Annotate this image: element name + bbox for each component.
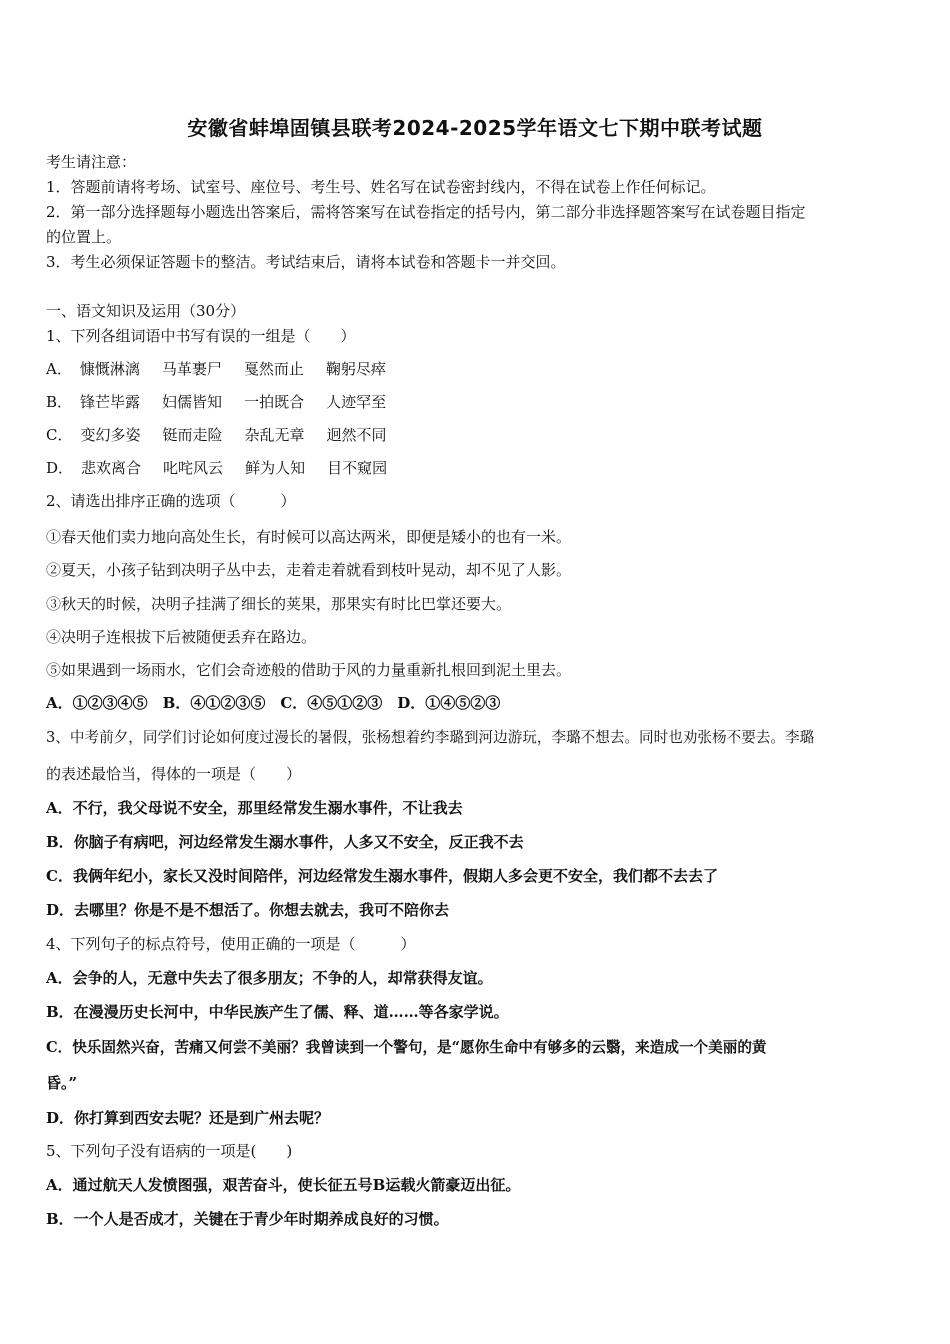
q1-option-c: C． 变幻多姿 铤而走险 杂乱无章 迥然不同 [46,426,387,444]
exam-title: 安徽省蚌埠固镇县联考2024-2025学年语文七下期中联考试题 [187,116,763,140]
q3-option-a: A．不行，我父母说不安全，那里经常发生溺水事件，不让我去 [46,799,463,817]
q2-sentence-4: ④决明子连根拔下后被随便丢弃在路边。 [46,628,317,646]
notice-item-2-cont: 的位置上。 [46,228,122,246]
q4-option-b: B．在漫漫历史长河中，中华民族产生了儒、释、道……等各家学说。 [46,1003,509,1021]
notice-heading: 考生请注意： [46,153,137,171]
q5-option-b: B．一个人是否成才，关键在于青少年时期养成良好的习惯。 [46,1210,449,1228]
q4-stem: 4、下列句子的标点符号，使用正确的一项是（ ） [46,935,416,953]
notice-item-1: 1．答题前请将考场、试室号、座位号、考生号、姓名写在试卷密封线内，不得在试卷上作任何标记。 [46,178,716,196]
q3-option-d: D．去哪里？你是不是不想活了。你想去就去，我可不陪你去 [46,901,450,919]
q5-option-a: A．通过航天人发愤图强，艰苦奋斗，使长征五号B运载火箭豪迈出征。 [46,1176,521,1194]
notice-item-2: 2．第一部分选择题每小题选出答案后，需将答案写在试卷指定的括号内，第二部分非选择题答案写在试卷题目指定 [46,203,806,221]
q2-sentence-1: ①春天他们卖力地向高处生长，有时候可以高达两米，即便是矮小的也有一米。 [46,528,572,546]
q2-sentence-2: ②夏天，小孩子钻到决明子丛中去，走着走着就看到枝叶晃动，却不见了人影。 [46,561,572,579]
q1-option-d: D． 悲欢离合 叱咤风云 鲜为人知 目不窥园 [46,459,388,477]
q4-option-c: C．快乐固然兴奋，苦痛又何尝不美丽？我曾读到一个警句，是“愿你生命中有够多的云翳，来造成一个美丽的黄 [46,1039,767,1056]
q2-sentence-5: ⑤如果遇到一场雨水，它们会奇迹般的借助于风的力量重新扎根回到泥土里去。 [46,661,572,679]
q1-stem: 1、下列各组词语中书写有误的一组是（ ） [46,327,356,345]
q4-option-c-cont: 昏。” [46,1074,78,1092]
notice-item-3: 3．考生必须保证答题卡的整洁。考试结束后，请将本试卷和答题卡一并交回。 [46,253,566,271]
q2-options: A．①②③④⑤ B．④①②③⑤ C．④⑤①②③ D．①④⑤②③ [46,694,501,712]
section-heading: 一、语文知识及运用（30分） [46,302,246,320]
q4-option-d: D．你打算到西安去呢？还是到广州去呢？ [46,1109,330,1127]
q3-option-b: B．你脑子有病吧，河边经常发生溺水事件，人多又不安全，反正我不去 [46,833,524,851]
q1-option-b: B． 锋芒毕露 妇儒皆知 一拍既合 人迹罕至 [46,393,387,411]
q2-sentence-3: ③秋天的时候，决明子挂满了细长的荚果，那果实有时比巴掌还要大。 [46,595,512,613]
q2-stem: 2、请选出排序正确的选项（ ） [46,492,296,510]
q3-stem-line2: 的表述最恰当，得体的一项是（ ） [46,765,302,783]
q1-option-a: A． 慷慨淋漓 马革裹尸 戛然而止 鞠躬尽瘁 [46,360,386,378]
q5-stem: 5、下列句子没有语病的一项是( ) [46,1142,293,1160]
q3-option-c: C．我俩年纪小，家长又没时间陪伴，河边经常发生溺水事件，假期人多会更不安全，我们都不去去了 [46,867,718,885]
q3-stem-line1: 3、中考前夕，同学们讨论如何度过漫长的暑假，张杨想着约李璐到河边游玩，李璐不想去。同时也劝张杨不要去。李璐 [46,729,815,746]
q4-option-a: A．会争的人，无意中失去了很多朋友；不争的人，却常获得友谊。 [46,969,493,987]
